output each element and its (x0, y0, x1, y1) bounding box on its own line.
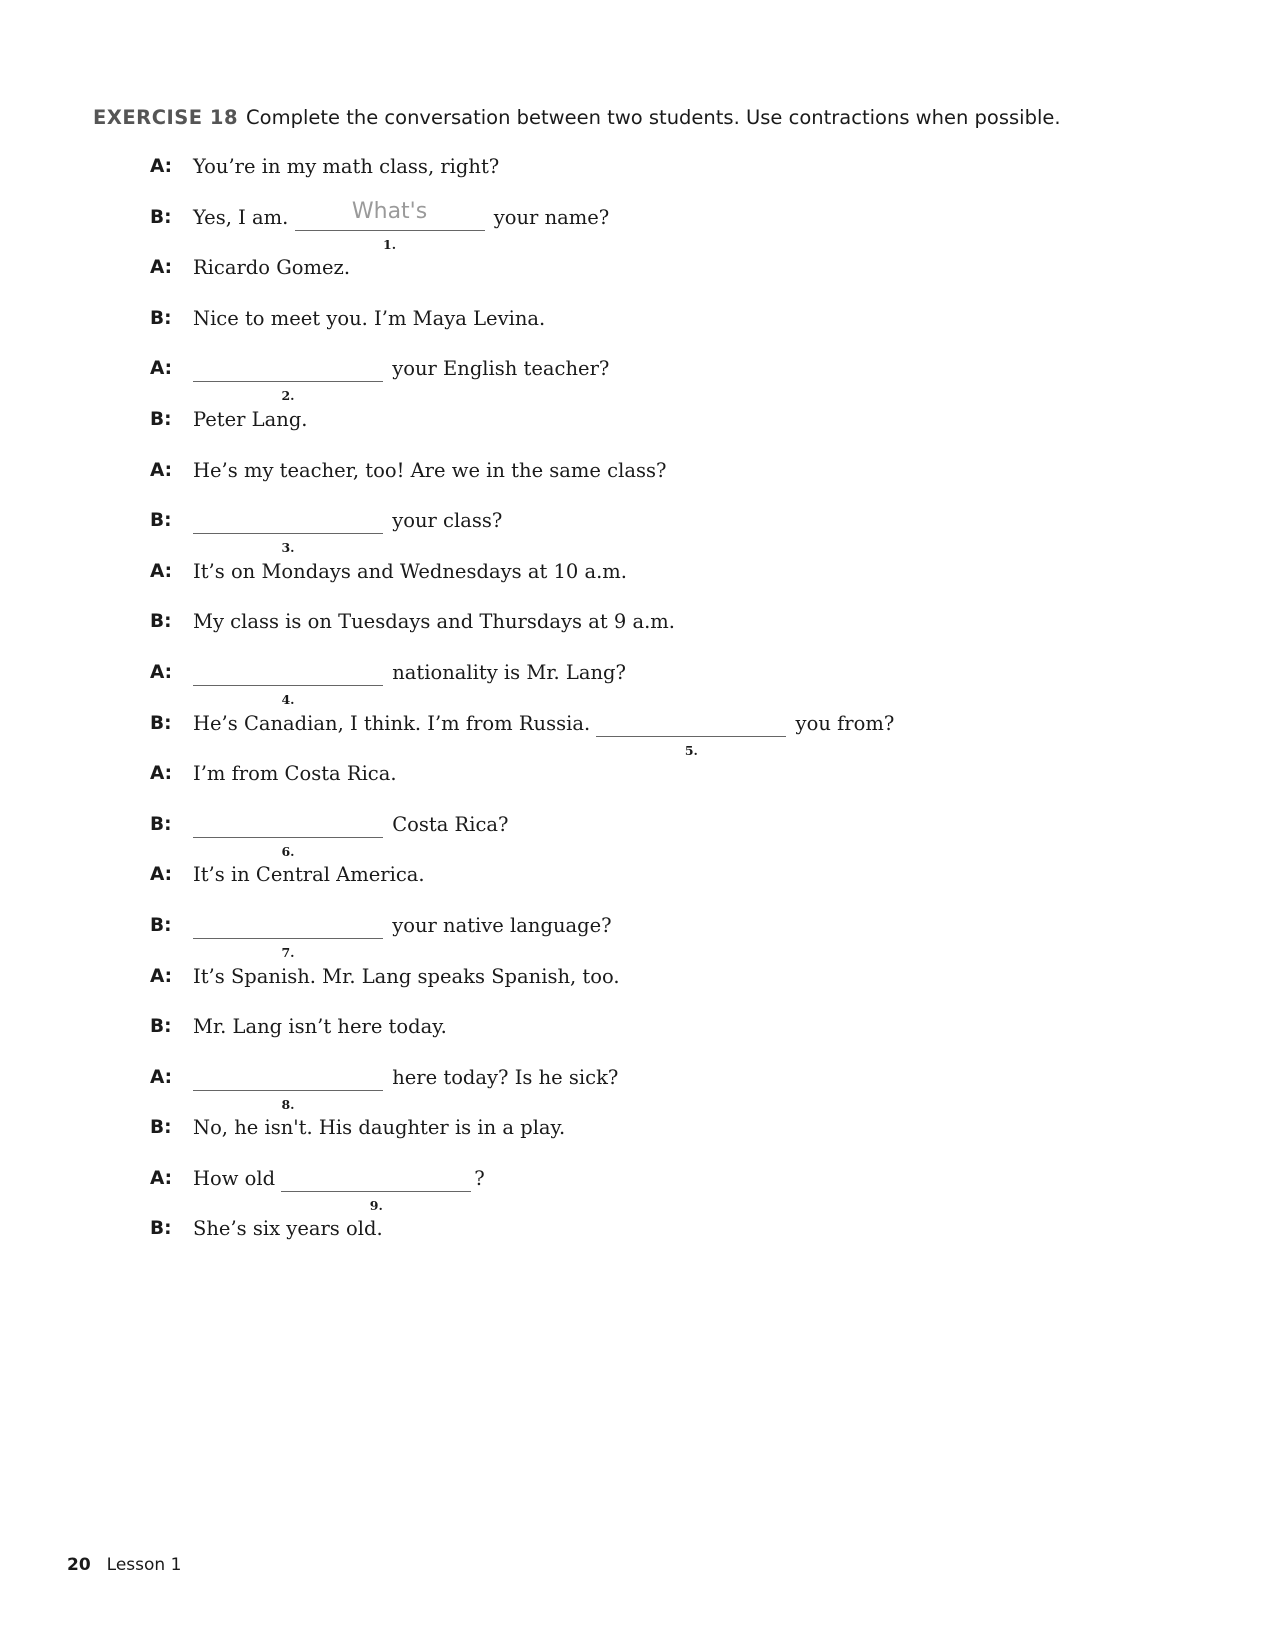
speaker-label: B: (150, 1016, 172, 1038)
line-text-before: I’m from Costa Rica. (193, 762, 397, 786)
speaker-label: B: (150, 914, 172, 936)
dialogue-line (150, 965, 1150, 1016)
speaker-label: B: (150, 813, 172, 835)
speaker-label: A: (150, 864, 173, 886)
speaker-label: A: (150, 965, 173, 987)
dialogue-line (150, 1116, 1150, 1167)
speaker-label: B: (150, 712, 172, 734)
speaker-label: B: (150, 206, 172, 228)
speaker-label: A: (150, 661, 173, 683)
line-text (193, 198, 610, 252)
blank-number: 6. (281, 843, 295, 859)
dialogue-line (150, 1066, 1150, 1117)
line-text (193, 560, 627, 584)
line-text (193, 762, 397, 786)
answer-blank[interactable] (193, 509, 383, 556)
lesson-label: Lesson 1 (106, 1555, 182, 1575)
dialogue-line (150, 863, 1150, 914)
line-text-after: your English teacher? (386, 357, 610, 381)
speaker-label: B: (150, 1117, 172, 1139)
line-text-before: He’s my teacher, too! Are we in the same class? (193, 458, 667, 482)
dialogue-line (150, 1015, 1150, 1066)
dialogue-line (150, 762, 1150, 813)
speaker-label: A: (150, 257, 173, 279)
blank-number: 8. (281, 1096, 295, 1112)
line-text (193, 459, 666, 483)
line-text-after: ? (474, 1166, 485, 1190)
line-text (193, 1065, 619, 1112)
line-text-before: He’s Canadian, I think. I’m from Russia. (193, 711, 597, 735)
line-text (193, 509, 503, 556)
dialogue-line (150, 459, 1150, 510)
line-text (193, 1166, 485, 1213)
line-text (193, 610, 675, 634)
line-text-before: She’s six years old. (193, 1217, 383, 1241)
answer-blank[interactable] (193, 357, 383, 404)
blank-number: 1. (383, 236, 397, 252)
line-text (193, 913, 612, 960)
dialogue-line (150, 560, 1150, 611)
blank-number: 9. (369, 1197, 383, 1213)
line-text-before: It’s in Central America. (193, 863, 425, 887)
answer-blank[interactable] (596, 712, 786, 758)
line-text (193, 965, 620, 989)
speaker-label: B: (150, 408, 172, 430)
blank-number: 2. (281, 388, 295, 404)
line-text-before: No, he isn't. His daughter is in a play. (193, 1116, 566, 1140)
answer-blank[interactable] (295, 198, 485, 252)
line-text (193, 1217, 383, 1241)
line-text (193, 711, 895, 758)
page-footer (67, 1555, 181, 1575)
blank-number: 4. (281, 691, 295, 707)
line-text (193, 408, 308, 432)
line-text-before: It’s on Mondays and Wednesdays at 10 a.m. (193, 559, 627, 583)
exercise-label: EXERCISE 18 (93, 106, 239, 129)
line-text-before: Mr. Lang isn’t here today. (193, 1015, 447, 1039)
line-text-after: Costa Rica? (386, 812, 509, 836)
line-text (193, 1116, 565, 1140)
answer-blank[interactable] (281, 1167, 471, 1213)
dialogue-line (150, 198, 1150, 257)
answer-blank[interactable] (193, 914, 383, 960)
speaker-label: A: (150, 1167, 173, 1189)
line-text (193, 357, 610, 404)
dialogue-line (150, 155, 1150, 206)
dialogue-line (150, 357, 1150, 408)
dialogue-line (150, 509, 1150, 560)
exercise-header (93, 106, 1061, 129)
speaker-label: A: (150, 156, 173, 177)
dialogue-line (150, 1167, 1150, 1218)
dialogue-line (150, 712, 1150, 763)
line-text-before: Yes, I am. (193, 205, 295, 229)
answer-blank[interactable] (193, 661, 383, 707)
blank-number: 5. (684, 742, 698, 758)
blank-number: 3. (281, 540, 295, 556)
line-text-after: you from? (789, 711, 895, 735)
line-text-after: your name? (487, 205, 610, 229)
line-text-before: How old (193, 1166, 282, 1190)
line-text-before: My class is on Tuesdays and Thursdays at 9 a.m. (193, 610, 675, 634)
speaker-label: A: (150, 358, 173, 380)
line-text-after: your native language? (386, 913, 612, 937)
dialogue-line (150, 610, 1150, 661)
speaker-label: A: (150, 459, 173, 481)
exercise-instruction: Complete the conversation between two students. Use contractions when possible. (246, 106, 1061, 129)
blank-number: 7. (281, 944, 295, 960)
line-text (193, 863, 425, 887)
line-text-before: Peter Lang. (193, 407, 308, 431)
speaker-label: B: (150, 510, 172, 532)
dialogue-line (150, 1217, 1150, 1268)
dialogue-line (150, 256, 1150, 307)
line-text (193, 812, 509, 859)
line-text-after: your class? (386, 509, 503, 533)
speaker-label: A: (150, 560, 173, 582)
speaker-label: A: (150, 763, 173, 785)
speaker-label: B: (150, 307, 172, 329)
line-text-after: here today? Is he sick? (386, 1065, 619, 1089)
line-text (193, 660, 626, 707)
line-text-before: Nice to meet you. I’m Maya Levina. (193, 306, 546, 330)
answer-blank[interactable] (193, 1066, 383, 1112)
dialogue-line (150, 813, 1150, 864)
line-text-before: Ricardo Gomez. (193, 256, 351, 280)
line-text-before: You’re in my math class, right? (193, 155, 500, 178)
speaker-label: A: (150, 1066, 173, 1088)
dialogue-line (150, 408, 1150, 459)
line-text (193, 155, 499, 179)
answer-blank[interactable] (193, 813, 383, 859)
page-number: 20 (67, 1555, 91, 1575)
line-text-before: It’s Spanish. Mr. Lang speaks Spanish, too. (193, 964, 620, 988)
conversation-dialogue (150, 155, 1150, 1268)
dialogue-line (150, 661, 1150, 712)
speaker-label: B: (150, 611, 172, 633)
line-text (193, 1015, 447, 1039)
line-text-after: nationality is Mr. Lang? (386, 660, 626, 684)
handwritten-answer: What's (351, 198, 428, 224)
line-text (193, 256, 350, 280)
dialogue-line (150, 914, 1150, 965)
line-text (193, 307, 545, 331)
dialogue-line (150, 307, 1150, 358)
speaker-label: B: (150, 1218, 172, 1240)
